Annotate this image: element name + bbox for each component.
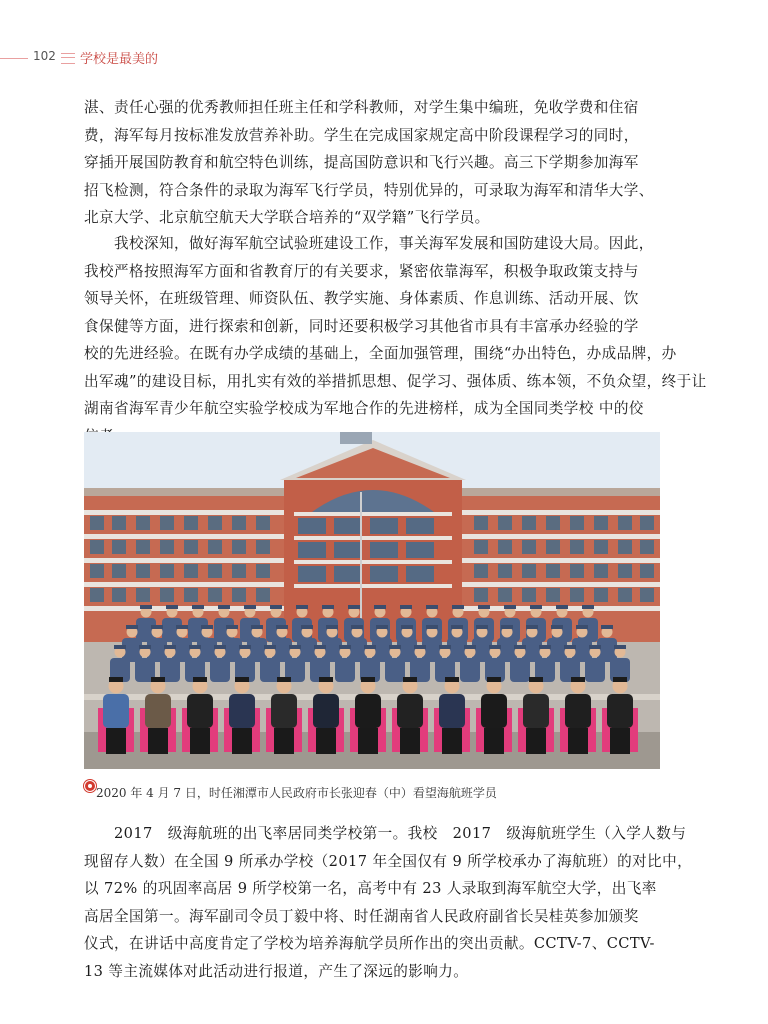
text-line: 食保健等方面，进行探索和创新，同时还要积极学习其他省市具有丰富承办经验的学 bbox=[84, 317, 639, 335]
text-line: 13 等主流媒体对此活动进行报道，产生了深远的影响力。 bbox=[84, 962, 469, 980]
group-photo bbox=[84, 432, 660, 769]
paragraph-2 bbox=[84, 230, 707, 450]
header-rule bbox=[0, 58, 28, 59]
text-line: 湖南省海军青少年航空实验学校成为军地合作的先进榜样，成为全国同类学校 中的佼 bbox=[84, 400, 644, 417]
paragraph-3 bbox=[84, 820, 693, 985]
header-ornament bbox=[61, 53, 75, 64]
text-line: 穿插开展国防教育和航空特色训练，提高国防意识和飞行兴趣。高三下学期参加海军 bbox=[84, 154, 639, 171]
text-line: 我校深知，做好海军航空试验班建设工作，事关海军发展和国防建设大局。因此， bbox=[84, 235, 654, 252]
photo-caption bbox=[84, 780, 684, 800]
text-line: 2017 级海航班的出飞率居同类学校第一。我校 2017 级海航班学生（入学人数与 bbox=[84, 825, 687, 842]
text-line: 高居全国第一。海军副司令员丁毅中将、时任湖南省人民政府副省长吴桂英参加颁奖 bbox=[84, 907, 639, 925]
text-line: 现留存人数）在全国 9 所承办学校（2017 年全国仅有 9 所学校承办了海航班）的对比中， bbox=[84, 852, 693, 870]
text-line: 我校严格按照海军方面和省教育厅的有关要求，紧密依靠海军，积极争取政策支持与 bbox=[84, 262, 639, 280]
text-line: 出军魂”的建设目标，用扎实有效的举措抓思想、促学习、强体质、练本领，不负众望，终于让 bbox=[84, 372, 707, 390]
text-line: 仪式，在讲话中高度肯定了学校为培养海航学员所作出的突出贡献。CCTV-7、CCTV- bbox=[84, 935, 655, 952]
text-line: 领导关怀，在班级管理、师资队伍、教学实施、身体素质、作息训练、活动开展、饮 bbox=[84, 290, 639, 307]
paragraph-1 bbox=[84, 94, 684, 232]
text-line: 费，海军每月按标准发放营养补助。学生在完成国家规定高中阶段课程学习的同时， bbox=[84, 126, 639, 144]
caption-marker-icon bbox=[84, 780, 96, 792]
page-number: 102 bbox=[33, 49, 56, 63]
text-line: 北京大学、北京航空航天大学联合培养的“双学籍”飞行学员。 bbox=[84, 209, 490, 226]
text-line: 以 72% 的巩固率高居 9 所学校第一名，高考中有 23 人录取到海军航空大学，出飞率 bbox=[84, 880, 657, 897]
page-header bbox=[0, 46, 768, 70]
text-line: 湛、责任心强的优秀教师担任班主任和学科教师，对学生集中编班，免收学费和住宿 bbox=[84, 99, 639, 116]
section-title: 学校是最美的 bbox=[80, 52, 159, 67]
text-line: 校的先进经验。在既有办学成绩的基础上，全面加强管理，围绕“办出特色，办成品牌，办 bbox=[84, 345, 677, 362]
caption-text: 2020 年 4 月 7 日，时任湘潭市人民政府市长张迎春（中）看望海航班学员 bbox=[96, 786, 497, 800]
text-line: 招飞检测，符合条件的录取为海军飞行学员，特别优异的，可录取为海军和清华大学、 bbox=[84, 181, 654, 199]
